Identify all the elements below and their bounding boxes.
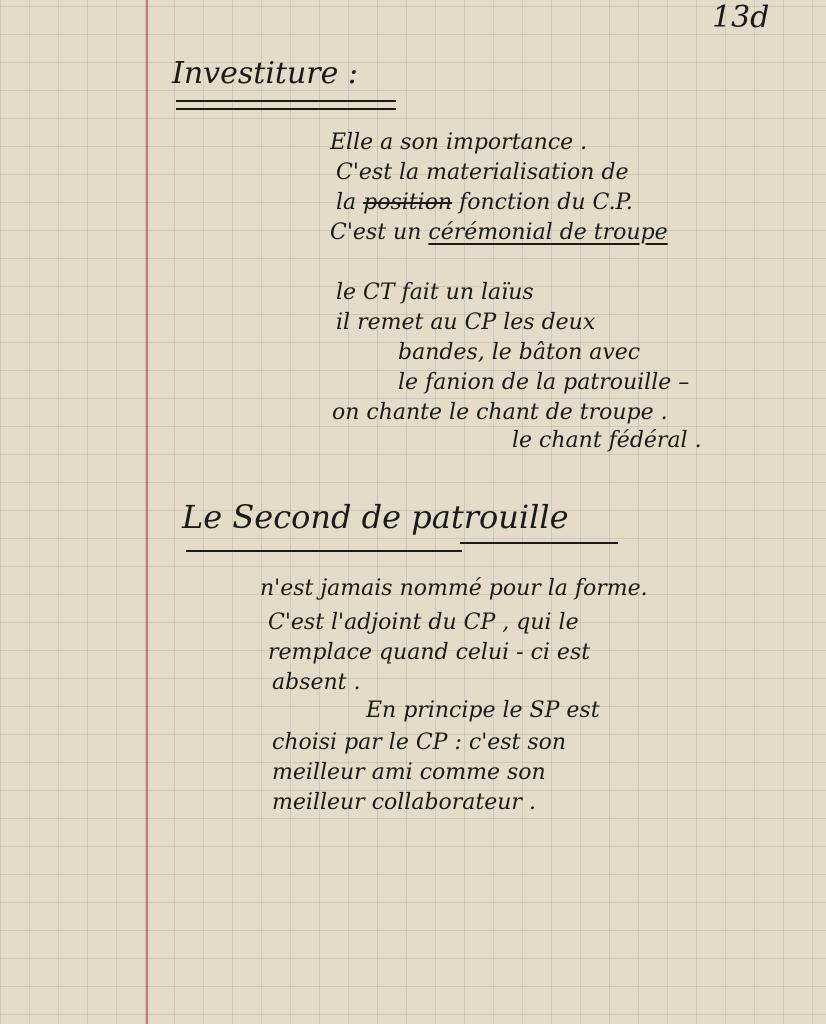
text-fragment: C'est un (330, 220, 422, 245)
title-underline (186, 550, 462, 552)
text-line: n'est jamais nommé pour la forme. (260, 576, 648, 601)
text-line: il remet au CP les deux (336, 310, 596, 335)
text-line: bandes, le bâton avec (398, 340, 641, 365)
text-line: meilleur collaborateur . (272, 790, 536, 815)
text-line (336, 190, 633, 215)
text-line: absent . (272, 670, 361, 695)
text-line: on chante le chant de troupe . (332, 400, 668, 425)
struck-word: position (363, 190, 453, 215)
text-line: le CT fait un laïus (336, 280, 534, 305)
text-line: En principe le SP est (366, 698, 600, 723)
text-line: choisi par le CP : c'est son (272, 730, 567, 755)
text-line: meilleur ami comme son (272, 760, 546, 785)
text-line: remplace quand celui - ci est (268, 640, 591, 665)
title-underline (460, 542, 618, 544)
text-line (330, 220, 668, 245)
text-line: Elle a son importance . (330, 130, 588, 155)
text-line: le chant fédéral . (512, 428, 702, 453)
title-underline-2 (176, 108, 396, 110)
text-fragment: la (336, 190, 357, 215)
text-fragment: fonction du C.P. (459, 190, 633, 215)
margin-line (146, 0, 148, 1024)
underlined-phrase: cérémonial de troupe (428, 220, 668, 245)
text-line: C'est l'adjoint du CP , qui le (268, 610, 579, 635)
section-title-second: Le Second de patrouille (182, 498, 569, 536)
text-line: le fanion de la patrouille – (398, 370, 690, 395)
text-line: C'est la materialisation de (336, 160, 629, 185)
page-number: 13d (712, 0, 770, 35)
title-underline-1 (176, 100, 396, 102)
section-title-investiture: Investiture : (172, 56, 359, 91)
